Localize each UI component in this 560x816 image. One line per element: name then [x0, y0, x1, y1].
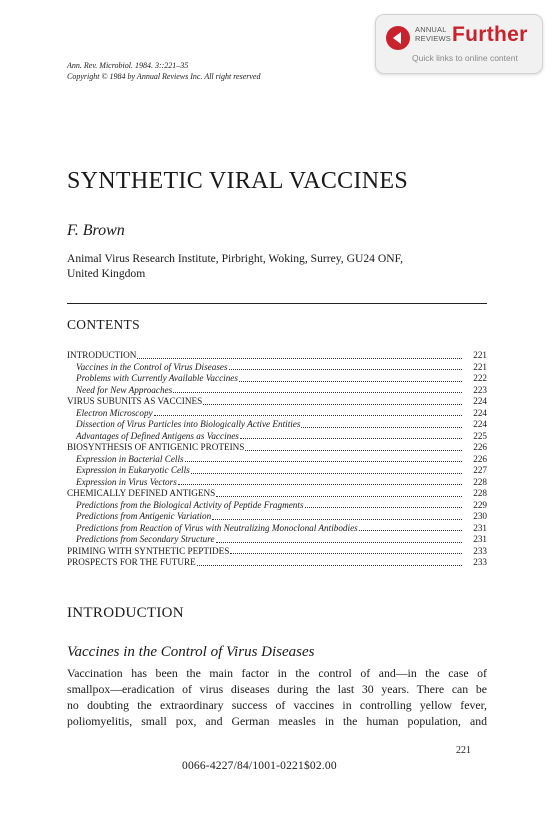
toc-entry-page: 226: [473, 453, 487, 464]
toc-leader-dots: [216, 542, 462, 543]
toc-leader-dots: [245, 450, 462, 451]
toc-entry-page: 228: [473, 476, 487, 487]
annual-reviews-logo-icon: [386, 26, 410, 50]
toc-entry-label: Predictions from Antigenic Variation: [76, 511, 212, 521]
toc-entry-page: 221: [473, 361, 487, 372]
toc-entry-label: PRIMING WITH SYNTHETIC PEPTIDES: [67, 545, 230, 556]
banner-further-text: Further: [452, 23, 528, 46]
author-name: F. Brown: [67, 222, 125, 239]
toc-entry-page: 231: [473, 534, 487, 544]
toc-leader-dots: [178, 484, 462, 485]
banner-annual-reviews-text: [415, 25, 451, 43]
article-code: 0066-4227/84/1001-0221$02.00: [182, 760, 337, 772]
further-banner[interactable]: [375, 14, 543, 74]
toc-entry[interactable]: [67, 454, 487, 466]
paragraph-line: poliomyelitis, small pox, and German measles in the human population, and: [67, 714, 487, 728]
toc-leader-dots: [137, 358, 462, 359]
toc-entry-page: 229: [473, 499, 487, 510]
toc-leader-dots: [230, 553, 462, 554]
body-paragraph: [67, 665, 487, 729]
toc-entry-page: 226: [473, 442, 487, 452]
toc-entry-label: Expression in Bacterial Cells: [76, 453, 184, 464]
table-of-contents: [67, 350, 487, 569]
affiliation-line-1: Animal Virus Research Institute, Pirbright, Woking, Surrey, GU24 ONF,: [67, 252, 403, 265]
toc-leader-dots: [239, 381, 462, 382]
toc-entry[interactable]: [67, 442, 487, 454]
citation: [67, 60, 260, 82]
toc-entry-label: INTRODUCTION: [67, 350, 137, 360]
banner-annual: ANNUAL: [415, 25, 447, 34]
toc-entry[interactable]: [67, 511, 487, 523]
toc-leader-dots: [203, 404, 462, 405]
paragraph-line: no doubting the extraordinary success of vaccines in controlling yellow fever,: [67, 698, 487, 712]
toc-entry[interactable]: [67, 350, 487, 362]
paragraph-line: smallpox—eradication of virus diseases during the last 30 years. There can be: [67, 682, 487, 696]
toc-entry-label: BIOSYNTHESIS OF ANTIGENIC PROTEINS: [67, 442, 245, 452]
toc-entry-page: 224: [473, 396, 487, 406]
toc-entry-page: 233: [473, 557, 487, 567]
toc-entry-label: Advantages of Defined Antigens as Vaccines: [76, 430, 239, 441]
toc-entry[interactable]: [67, 431, 487, 443]
toc-entry[interactable]: [67, 488, 487, 500]
divider-rule: [67, 303, 487, 304]
affiliation-line-2: United Kingdom: [67, 267, 146, 280]
toc-leader-dots: [301, 427, 462, 428]
toc-entry-label: Expression in Virus Vectors: [76, 476, 177, 487]
toc-entry-page: 223: [473, 384, 487, 395]
toc-entry[interactable]: [67, 385, 487, 397]
toc-leader-dots: [197, 565, 462, 566]
toc-entry[interactable]: [67, 408, 487, 420]
toc-leader-dots: [185, 461, 462, 462]
toc-entry[interactable]: [67, 396, 487, 408]
toc-entry-page: 233: [473, 545, 487, 556]
toc-entry-label: Vaccines in the Control of Virus Diseases: [76, 361, 228, 372]
toc-entry-page: 224: [473, 407, 487, 418]
toc-entry-label: Predictions from the Biological Activity of Peptide Fragments: [76, 499, 304, 510]
toc-entry[interactable]: [67, 465, 487, 477]
toc-entry-label: CHEMICALLY DEFINED ANTIGENS: [67, 488, 216, 498]
page-number: 221: [456, 745, 471, 756]
toc-entry[interactable]: [67, 362, 487, 374]
toc-entry-page: 222: [473, 373, 487, 383]
toc-entry[interactable]: [67, 557, 487, 569]
toc-leader-dots: [212, 519, 462, 520]
toc-entry-label: Electron Microscopy: [76, 407, 153, 418]
toc-leader-dots: [173, 392, 462, 393]
toc-entry[interactable]: [67, 419, 487, 431]
toc-entry-label: Predictions from Reaction of Virus with Neutralizing Monoclonal Antibodies: [76, 522, 358, 533]
banner-reviews: REVIEWS: [415, 34, 451, 43]
citation-line-1: Ann. Rev. Microbiol. 1984. 3::221–35: [67, 61, 189, 70]
toc-leader-dots: [359, 530, 462, 531]
banner-tagline: Quick links to online content: [412, 53, 518, 63]
toc-entry-label: Expression in Eukaryotic Cells: [76, 465, 190, 475]
citation-line-2: Copyright © 1984 by Annual Reviews Inc. All right reserved: [67, 72, 261, 81]
toc-entry[interactable]: [67, 523, 487, 535]
toc-entry-page: 224: [473, 419, 487, 429]
toc-entry-page: 227: [473, 465, 487, 475]
toc-entry-label: Need for New Approaches: [76, 384, 173, 395]
toc-leader-dots: [240, 438, 462, 439]
toc-entry-label: PROSPECTS FOR THE FUTURE: [67, 557, 196, 567]
toc-leader-dots: [191, 473, 462, 474]
section-heading-introduction: INTRODUCTION: [67, 605, 184, 621]
toc-entry[interactable]: [67, 546, 487, 558]
toc-entry-label: Problems with Currently Available Vaccines: [76, 373, 238, 383]
toc-entry-page: 231: [473, 522, 487, 533]
toc-entry-page: 230: [473, 511, 487, 521]
toc-entry-label: Predictions from Secondary Structure: [76, 534, 215, 544]
toc-entry[interactable]: [67, 534, 487, 546]
toc-leader-dots: [229, 369, 462, 370]
toc-leader-dots: [216, 496, 462, 497]
paragraph-line: Vaccination has been the main factor in the control of and—in the case of: [67, 666, 487, 680]
affiliation: [67, 251, 497, 281]
subsection-heading: Vaccines in the Control of Virus Diseases: [67, 644, 315, 660]
toc-entry[interactable]: [67, 500, 487, 512]
toc-leader-dots: [305, 507, 462, 508]
toc-entry-page: 221: [473, 350, 487, 360]
toc-leader-dots: [154, 415, 462, 416]
toc-entry-page: 225: [473, 430, 487, 441]
toc-entry[interactable]: [67, 373, 487, 385]
toc-entry[interactable]: [67, 477, 487, 489]
toc-entry-label: Dissection of Virus Particles into Biologically Active Entities: [76, 419, 301, 429]
toc-entry-page: 228: [473, 488, 487, 498]
article-title: SYNTHETIC VIRAL VACCINES: [67, 168, 409, 194]
contents-heading: CONTENTS: [67, 317, 140, 332]
toc-entry-label: VIRUS SUBUNITS AS VACCINES: [67, 396, 203, 406]
